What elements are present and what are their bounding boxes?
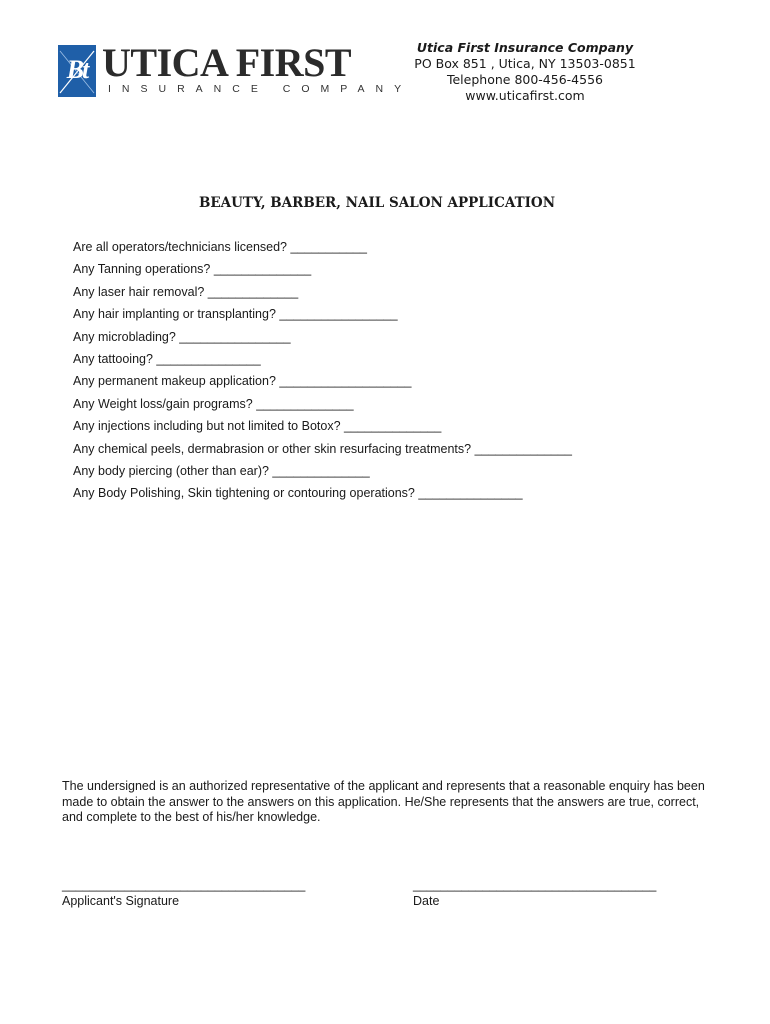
question-body-piercing[interactable]: Any body piercing (other than ear)? ______________ <box>73 463 370 478</box>
logo-emblem-icon: Bt <box>58 45 96 97</box>
representation-statement: The undersigned is an authorized representative of the applicant and represents that a reasonable enquiry has been made to obtain the answer to the answers on this application. He/She represents that the answers are true, correct, and complete to the best of his/her knowledge. <box>62 779 705 824</box>
company-website: www.uticafirst.com <box>465 88 585 103</box>
question-laser-hair-removal[interactable]: Any laser hair removal? _____________ <box>73 284 299 299</box>
company-address: PO Box 851 , Utica, NY 13503-0851 <box>414 56 636 71</box>
question-chemical-peels[interactable]: Any chemical peels, dermabrasion or other skin resurfacing treatments? ______________ <box>73 441 572 456</box>
company-contact-block <box>400 40 650 104</box>
company-name: Utica First Insurance Company <box>416 40 634 55</box>
date-label: Date <box>413 894 440 908</box>
applicant-signature-line[interactable]: ___________________________________ <box>62 878 306 892</box>
question-tanning[interactable]: Any Tanning operations? ______________ <box>73 262 312 277</box>
question-list <box>73 238 572 507</box>
question-body-polishing[interactable]: Any Body Polishing, Skin tightening or contouring operations? _______________ <box>73 486 523 501</box>
question-hair-implanting[interactable]: Any hair implanting or transplanting? _________________ <box>73 307 398 322</box>
form-title: BEAUTY, BARBER, NAIL SALON APPLICATION <box>198 195 556 211</box>
company-telephone: Telephone 800-456-4556 <box>446 72 603 87</box>
question-weight-programs[interactable]: Any Weight loss/gain programs? ______________ <box>73 396 354 411</box>
question-licensed[interactable]: Are all operators/technicians licensed? ___________ <box>73 240 367 254</box>
date-line[interactable]: ___________________________________ <box>413 878 657 892</box>
logo-subtitle: INSURANCE COMPANY <box>108 83 413 95</box>
question-injections[interactable]: Any injections including but not limited to Botox? ______________ <box>73 419 442 434</box>
applicant-signature-label: Applicant's Signature <box>62 894 180 908</box>
question-microblading[interactable]: Any microblading? ________________ <box>73 329 291 344</box>
logo-name: UTICA FIRST <box>102 40 352 85</box>
question-tattooing[interactable]: Any tattooing? _______________ <box>73 351 261 366</box>
question-permanent-makeup[interactable]: Any permanent makeup application? ___________________ <box>73 374 412 389</box>
company-logo <box>58 40 413 97</box>
